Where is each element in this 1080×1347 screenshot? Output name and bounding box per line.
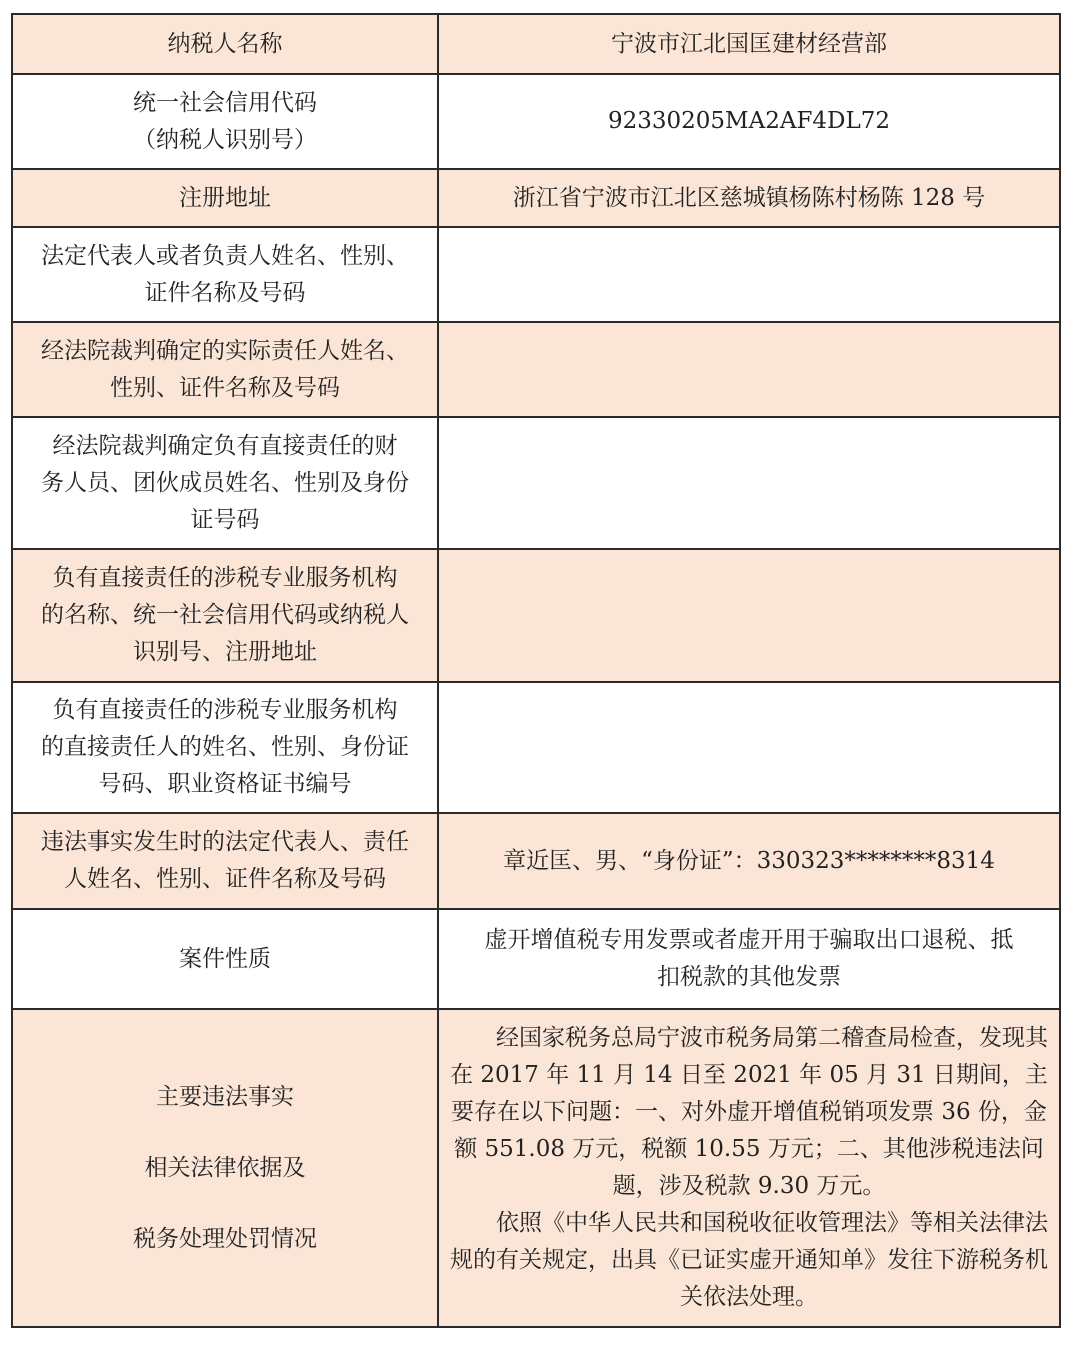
- facts-label-main: 主要违法事实: [156, 1083, 294, 1110]
- table-row: [12, 74, 1060, 169]
- table-row: [12, 909, 1060, 1009]
- label-cell: [12, 417, 438, 549]
- label-text: 注册地址: [179, 184, 271, 211]
- value-cell: [438, 909, 1060, 1009]
- label-text: 的名称、统一社会信用代码或纳税人: [41, 602, 409, 628]
- table-row: [12, 813, 1060, 909]
- facts-paragraph: 经国家税务总局宁波市税务局第二稽查局检查，发现其在 2017 年 11 月 14 日至 2021 年 05 月 31 日期间，主要存在以下问题：一、对外虚开增值税销项发票 36 份，金额 551.08 万元，税额 10.55 万元；二、其他涉税违法问题，涉及税款 9.30 万元。: [450, 1025, 1048, 1199]
- label-cell: [12, 14, 438, 74]
- label-text: 号码、职业资格证书编号: [98, 771, 352, 797]
- facts-body-cell: [438, 1009, 1060, 1327]
- label-cell: [12, 813, 438, 909]
- value-text: 扣税款的其他发票: [657, 964, 841, 990]
- label-text: 证件名称及号码: [144, 279, 306, 306]
- facts-label-cell: [12, 1009, 438, 1327]
- facts-label-penalty: 税务处理处罚情况: [133, 1225, 317, 1252]
- label-text: 经法院裁判确定的实际责任人姓名、: [41, 337, 409, 364]
- label-text: 纳税人名称: [167, 30, 283, 57]
- facts-paragraph: 依照《中华人民共和国税收征收管理法》等相关法律法规的有关规定，出具《已证实虚开通知单》发往下游税务机关依法处理。: [450, 1210, 1048, 1310]
- facts-label-law: 相关法律依据及: [144, 1154, 306, 1181]
- value-cell: [438, 813, 1060, 909]
- label-text: 证号码: [190, 506, 260, 533]
- taxpayer-info-table: [11, 13, 1061, 1328]
- value-text: 浙江省宁波市江北区慈城镇杨陈村杨陈 128 号: [512, 184, 986, 211]
- label-cell: [12, 909, 438, 1009]
- label-text: （纳税人识别号）: [133, 126, 317, 153]
- label-cell: [12, 322, 438, 417]
- label-cell: [12, 227, 438, 322]
- label-cell: [12, 549, 438, 682]
- value-cell: [438, 227, 1060, 322]
- value-cell: [438, 549, 1060, 682]
- label-text: 务人员、团伙成员姓名、性别及身份: [41, 469, 409, 496]
- label-text: 违法事实发生时的法定代表人、责任: [41, 829, 409, 855]
- table-row: [12, 417, 1060, 549]
- table-row: [12, 169, 1060, 227]
- label-cell: [12, 169, 438, 227]
- label-text: 识别号、注册地址: [133, 639, 317, 665]
- value-cell: [438, 417, 1060, 549]
- table-body: [12, 14, 1060, 1327]
- label-cell: [12, 74, 438, 169]
- table-row: [12, 227, 1060, 322]
- label-text: 人姓名、性别、证件名称及号码: [64, 866, 386, 892]
- label-text: 法定代表人或者负责人姓名、性别、: [41, 242, 409, 269]
- table-row: [12, 14, 1060, 74]
- label-text: 性别、证件名称及号码: [110, 374, 340, 401]
- table-row: [12, 682, 1060, 813]
- label-text: 负有直接责任的涉税专业服务机构: [52, 697, 398, 723]
- label-text: 的直接责任人的姓名、性别、身份证: [41, 734, 409, 760]
- label-text: 经法院裁判确定负有直接责任的财: [52, 432, 398, 459]
- table-row-facts: [12, 1009, 1060, 1327]
- value-cell: [438, 169, 1060, 227]
- value-cell: [438, 14, 1060, 74]
- value-text: 章近匡、男、“身份证”：330323********8314: [503, 847, 995, 874]
- value-cell: [438, 74, 1060, 169]
- value-cell: [438, 682, 1060, 813]
- value-text: 虚开增值税专用发票或者虚开用于骗取出口退税、抵: [484, 927, 1014, 953]
- value-text: 宁波市江北国匡建材经营部: [611, 30, 887, 57]
- label-text: 案件性质: [179, 945, 271, 972]
- table-row: [12, 322, 1060, 417]
- value-text: 92330205MA2AF4DL72: [607, 108, 891, 134]
- label-text: 统一社会信用代码: [133, 89, 317, 116]
- value-cell: [438, 322, 1060, 417]
- label-cell: [12, 682, 438, 813]
- table-row: [12, 549, 1060, 682]
- label-text: 负有直接责任的涉税专业服务机构: [52, 565, 398, 591]
